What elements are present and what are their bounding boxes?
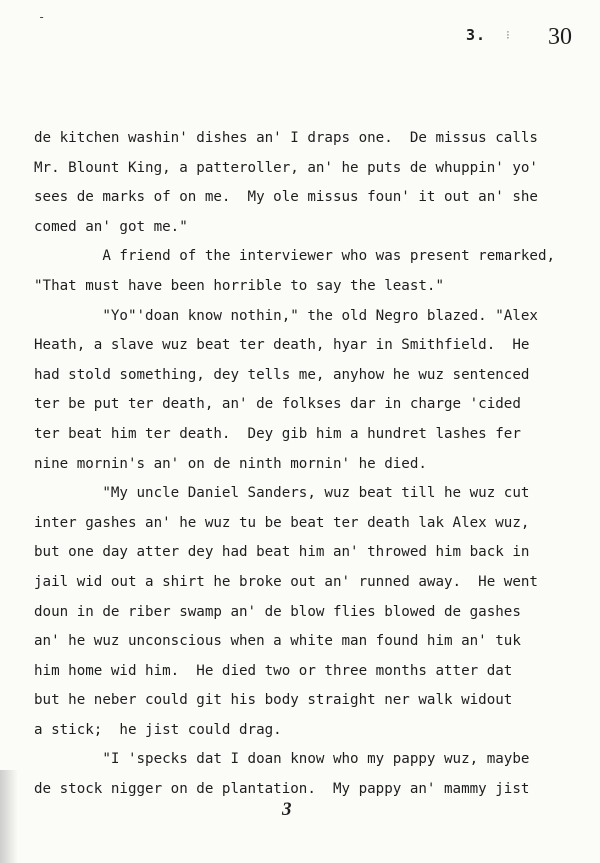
text-line: an' he wuz unconscious when a white man found him an' tuk [34,633,521,650]
text-line: de stock nigger on de plantation. My pappy an' mammy jist [34,781,530,798]
typed-page-number: 3. [466,26,487,44]
corner-mark: - [38,10,46,24]
text-line: ter be put ter death, an' de folkses dar in charge 'cided [34,396,521,413]
stamped-page-number: 30 [548,24,572,50]
text-line: A friend of the interviewer who was present remarked, [34,248,556,265]
text-line: but he neber could git his body straight ner walk widout [34,692,513,709]
text-line: "My uncle Daniel Sanders, wuz beat till he wuz cut [34,485,530,502]
text-line: him home wid him. He died two or three months atter dat [34,662,513,679]
text-line: nine mornin's an' on de ninth mornin' he died. [34,455,427,472]
body-text [34,124,594,805]
text-line: but one day atter dey had beat him an' throwed him back in [34,544,530,561]
text-line: had stold something, dey tells me, anyhow he wuz sentenced [34,366,530,383]
handwritten-page-mark: 3 [282,799,292,820]
text-line: "Yo"'doan know nothin," the old Negro blazed. "Alex [34,307,538,324]
text-line: Heath, a slave wuz beat ter death, hyar in Smithfield. He [34,337,530,354]
text-line: a stick; he jist could drag. [34,721,282,738]
text-line: Mr. Blount King, a patteroller, an' he puts de whuppin' yo' [34,159,538,176]
scan-edge-shadow [0,770,18,863]
text-line: sees de marks of on me. My ole missus foun' it out an' she [34,189,538,206]
text-line: de kitchen washin' dishes an' I draps one. De missus calls [34,130,538,146]
stray-mark: ⁝ [506,28,510,42]
text-line: comed an' got me." [34,218,188,235]
text-line: "That must have been horrible to say the least." [34,277,444,294]
text-line: jail wid out a shirt he broke out an' runned away. He went [34,573,538,590]
text-line: ter beat him ter death. Dey gib him a hundret lashes fer [34,425,521,442]
text-line: "I 'specks dat I doan know who my pappy wuz, maybe [34,751,530,768]
text-line: doun in de riber swamp an' de blow flies blowed de gashes [34,603,521,620]
text-line: inter gashes an' he wuz tu be beat ter death lak Alex wuz, [34,514,530,531]
